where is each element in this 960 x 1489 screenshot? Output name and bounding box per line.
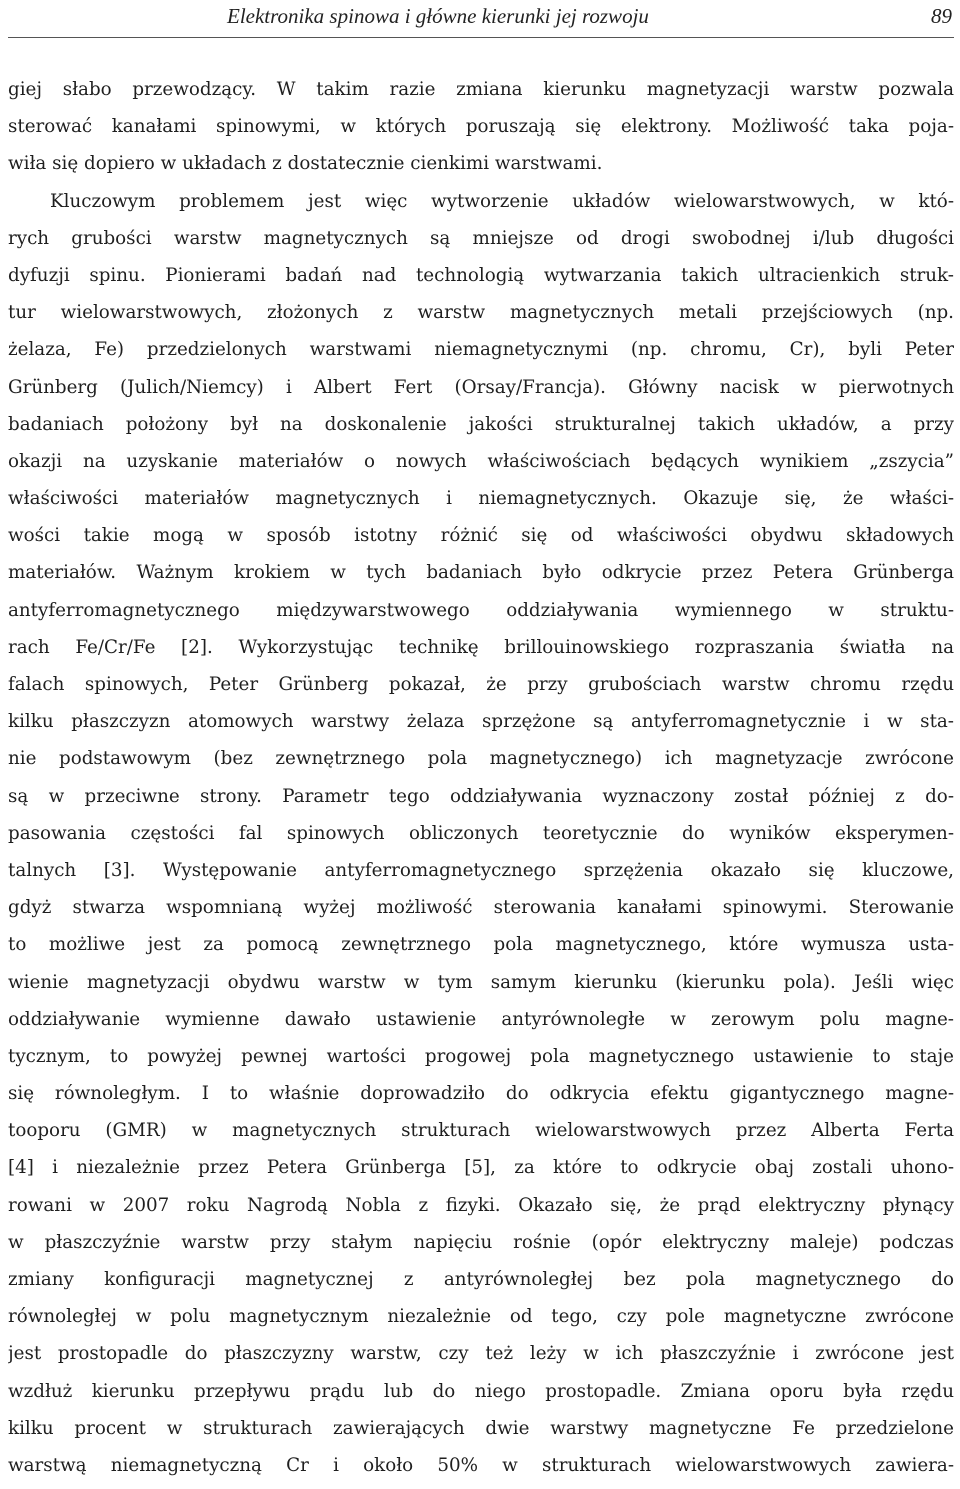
text-line: dyfuzji spinu. Pionierami badań nad technologią wytwarzania takich ultracienkich struk- <box>8 264 954 286</box>
text-line: wości takie mogą w sposób istotny różnić się od właściwości obydwu składowych <box>8 525 954 547</box>
text-line: tooporu (GMR) w magnetycznych strukturach wielowarstwowych przez Alberta Ferta <box>8 1120 954 1142</box>
text-line: jest prostopadle do płaszczyzny warstw, czy też leży w ich płaszczyźnie i zwrócone jest <box>8 1343 954 1365</box>
running-title: Elektronika spinowa i główne kierunki jej rozwoju <box>227 4 649 28</box>
running-header <box>8 2 954 30</box>
text-line: materiałów. Ważnym krokiem w tych badaniach było odkrycie przez Petera Grünberga <box>8 562 954 584</box>
text-line: falach spinowych, Peter Grünberg pokazał, że przy grubościach warstw chromu rzędu <box>8 674 954 695</box>
text-line: tur wielowarstwowych, złożonych z warstw magnetycznych metali przejściowych (np. <box>8 302 954 324</box>
text-line: rach Fe/Cr/Fe [2]. Wykorzystując technikę brillouinowskiego rozpraszania światła na <box>8 636 954 658</box>
text-line: okazji na uzyskanie materiałów o nowych właściwościach będących wynikiem „zszycia” <box>8 450 954 472</box>
text-line: nie podstawowym (bez zewnętrznego pola magnetycznego) ich magnetyzacje zwrócone <box>8 748 954 770</box>
text-line: się równoległym. I to właśnie doprowadziło do odkrycia efektu gigantycznego magne- <box>8 1083 954 1105</box>
text-line: warstwą niemagnetyczną Cr i około 50% w strukturach wielowarstwowych zawiera- <box>8 1454 954 1476</box>
text-line: rych grubości warstw magnetycznych są mniejsze od drogi swobodnej i/lub długości <box>8 227 954 249</box>
text-line: właściwości materiałów magnetycznych i niemagnetycznych. Okazuje się, że właści- <box>8 488 954 510</box>
text-line: pasowania częstości fal spinowych obliczonych teoretycznie do wyników eksperymen- <box>8 822 954 844</box>
text-line: wienie magnetyzacji obydwu warstw w tym samym kierunku (kierunku pola). Jeśli więc <box>8 971 954 993</box>
text-line: tycznym, to powyżej pewnej wartości progowej pola magnetycznego ustawienie to staje <box>8 1045 954 1067</box>
text-line: kilku płaszczyzn atomowych warstwy żelaza sprzężone są antyferromagnetycznie i w sta- <box>8 711 954 733</box>
text-line: żelaza, Fe) przedzielonych warstwami niemagnetycznymi (np. chromu, Cr), byli Peter <box>8 339 954 361</box>
text-line: gdyż stwarza wspomnianą wyżej możliwość sterowania kanałami spinowymi. Sterowanie <box>8 897 954 919</box>
text-line: sterować kanałami spinowymi, w których poruszają się elektrony. Możliwość taka poja- <box>8 116 954 138</box>
text-line: Kluczowym problemem jest więc wytworzenie układów wielowarstwowych, w któ- <box>50 190 954 212</box>
text-line: badaniach położony był na doskonalenie jakości strukturalnej takich układów, a przy <box>8 413 954 435</box>
text-line: wiła się dopiero w układach z dostatecznie cienkimi warstwami. <box>8 153 603 175</box>
page-number: 89 <box>931 4 952 28</box>
header-rule <box>8 37 954 38</box>
text-line: antyferromagnetycznego międzywarstwowego oddziaływania wymiennego w struktu- <box>8 599 954 621</box>
text-line: talnych [3]. Występowanie antyferromagnetycznego sprzężenia okazało się kluczowe, <box>8 859 954 881</box>
text-line: Grünberg (Julich/Niemcy) i Albert Fert (Orsay/Francja). Główny nacisk w pierwotnych <box>8 376 954 398</box>
text-line: to możliwe jest za pomocą zewnętrznego pola magnetycznego, które wymusza usta- <box>8 934 954 956</box>
body-text <box>8 71 954 1484</box>
text-line: w płaszczyźnie warstw przy stałym napięciu rośnie (opór elektryczny maleje) podczas <box>8 1231 954 1253</box>
text-line: zmiany konfiguracji magnetycznej z antyrównoległej bez pola magnetycznego do <box>8 1269 954 1290</box>
text-line: wzdłuż kierunku przepływu prądu lub do niego prostopadle. Zmiana oporu była rzędu <box>8 1380 954 1402</box>
text-line: oddziaływanie wymienne dawało ustawienie antyrównoległe w zerowym polu magne- <box>8 1008 954 1030</box>
text-line: rowani w 2007 roku Nagrodą Nobla z fizyki. Okazało się, że prąd elektryczny płynący <box>8 1194 954 1216</box>
text-line: kilku procent w strukturach zawierających dwie warstwy magnetyczne Fe przedzielone <box>8 1417 954 1439</box>
text-line: są w przeciwne strony. Parametr tego oddziaływania wyznaczony został później z do- <box>8 785 954 807</box>
text-line: giej słabo przewodzący. W takim razie zmiana kierunku magnetyzacji warstw pozwala <box>8 79 954 100</box>
text-line: równoległej w polu magnetycznym niezależnie od tego, czy pole magnetyczne zwrócone <box>8 1306 954 1328</box>
text-line: [4] i niezależnie przez Petera Grünberga [5], za które to odkrycie obaj zostali uhono- <box>8 1157 954 1179</box>
